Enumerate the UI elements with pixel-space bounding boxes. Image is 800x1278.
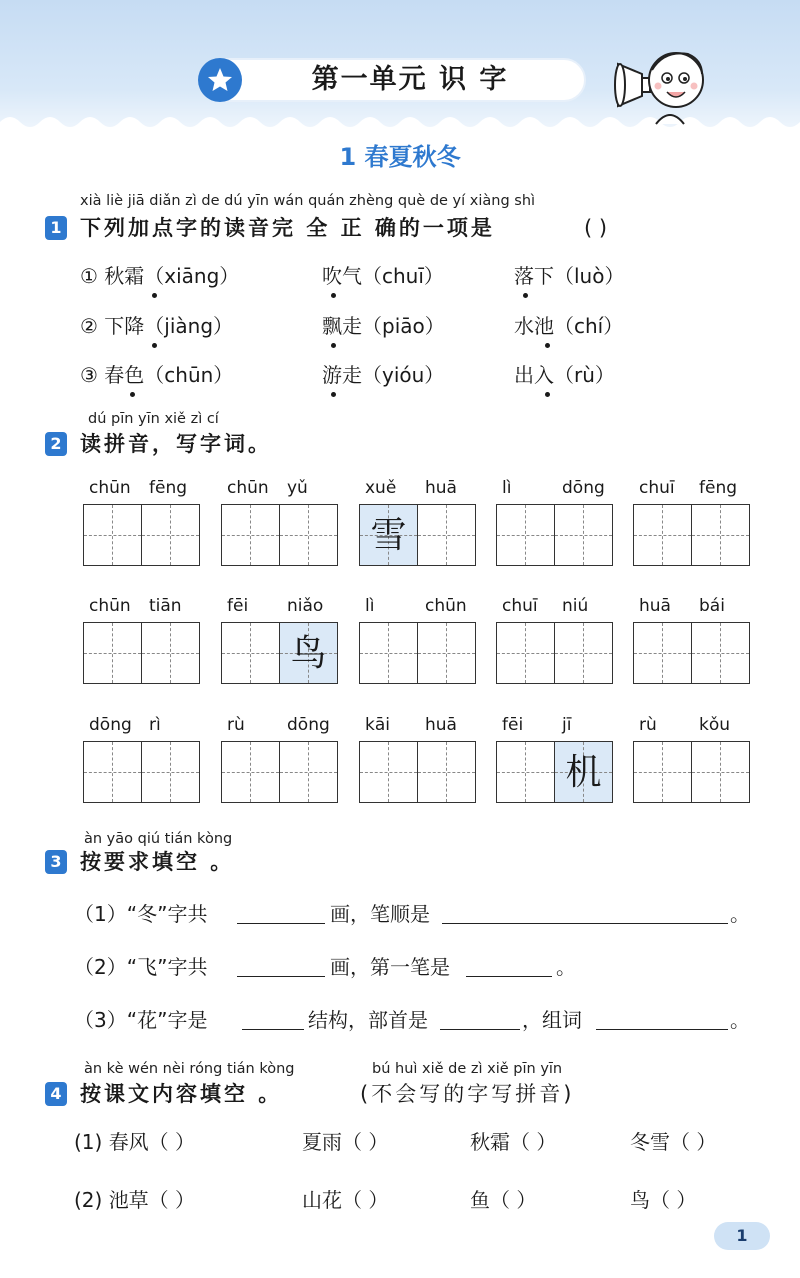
tianzige-box[interactable] bbox=[633, 622, 692, 684]
q3-item-3-part-b: 结构，部首是 bbox=[308, 1008, 428, 1032]
q3-item-3-end: 。 bbox=[730, 1008, 750, 1032]
grid-character bbox=[634, 623, 691, 683]
q3-item-1-part-a: （1）“冬”字共 bbox=[74, 902, 208, 926]
q4-row-1-item-2[interactable]: 夏雨（ ） bbox=[302, 1130, 389, 1154]
q4-pinyin-1: àn kè wén nèi róng tián kòng bbox=[84, 1061, 295, 1077]
q3-number-badge: 3 bbox=[45, 850, 67, 874]
q4-row-2-item-4[interactable]: 鸟（ ） bbox=[630, 1188, 697, 1212]
grid-character: 雪 bbox=[370, 515, 407, 556]
tianzige-box[interactable] bbox=[691, 622, 750, 684]
tianzige-box[interactable] bbox=[279, 622, 338, 684]
q3-item-1-stroke-order-blank[interactable] bbox=[442, 922, 728, 924]
grid-character bbox=[634, 505, 691, 565]
tianzige-box[interactable] bbox=[141, 741, 200, 803]
q3-item-1-end: 。 bbox=[730, 902, 750, 926]
tianzige-box[interactable] bbox=[359, 622, 418, 684]
q4-row-1-item-3[interactable]: 秋霜（ ） bbox=[470, 1130, 557, 1154]
emphasis-dot bbox=[331, 343, 336, 348]
grid-pinyin-right: tiān bbox=[149, 596, 182, 616]
q3-item-3-structure-blank[interactable] bbox=[242, 1028, 304, 1030]
lesson-title: 1 春夏秋冬 bbox=[339, 143, 461, 171]
tianzige-box[interactable] bbox=[83, 504, 142, 566]
grid-pinyin-left: fēi bbox=[227, 596, 249, 616]
tianzige-box[interactable] bbox=[554, 741, 613, 803]
mascot-megaphone-icon bbox=[612, 44, 712, 134]
tianzige-box[interactable] bbox=[691, 504, 750, 566]
tianzige-box[interactable] bbox=[417, 504, 476, 566]
grid-pinyin-left: chuī bbox=[502, 596, 538, 616]
q3-item-2-part-a: （2）“飞”字共 bbox=[74, 955, 208, 979]
grid-pinyin-right: niǎo bbox=[287, 596, 324, 616]
grid-pinyin-left: lì bbox=[365, 596, 375, 616]
page-number: 1 bbox=[714, 1222, 770, 1250]
grid-pinyin-right: dōng bbox=[287, 715, 330, 735]
grid-character bbox=[692, 742, 749, 802]
q1-answer-paren: ( ) bbox=[584, 216, 608, 240]
grid-character bbox=[418, 742, 475, 802]
grid-pinyin-right: kǒu bbox=[699, 715, 731, 735]
q1-option-1b: 吹气（chuī） bbox=[322, 264, 444, 288]
tianzige-box[interactable] bbox=[554, 504, 613, 566]
tianzige-box[interactable] bbox=[221, 504, 280, 566]
q1-option-3c: 出入（rù） bbox=[514, 363, 615, 387]
grid-pinyin-left: chuī bbox=[639, 478, 675, 498]
grid-pinyin-right: fēng bbox=[699, 478, 738, 498]
grid-character bbox=[280, 742, 337, 802]
grid-character bbox=[222, 623, 279, 683]
grid-character: 鸟 bbox=[290, 633, 327, 674]
q1-option-2c: 水池（chí） bbox=[514, 314, 624, 338]
grid-character bbox=[142, 505, 199, 565]
q3-item-1-part-b: 画，笔顺是 bbox=[330, 902, 430, 926]
q1-option-1c: 落下（luò） bbox=[514, 264, 625, 288]
grid-character: 机 bbox=[565, 752, 602, 793]
emphasis-dot bbox=[523, 293, 528, 298]
q4-row-2-item-3[interactable]: 鱼（ ） bbox=[470, 1188, 537, 1212]
grid-character bbox=[418, 623, 475, 683]
emphasis-dot bbox=[152, 343, 157, 348]
grid-pinyin-left: chūn bbox=[89, 596, 131, 616]
q2-number-badge: 2 bbox=[45, 432, 67, 456]
q4-row-1-item-1[interactable]: (1) 春风（ ） bbox=[74, 1130, 196, 1154]
tianzige-box[interactable] bbox=[141, 504, 200, 566]
q3-item-2-part-b: 画，第一笔是 bbox=[330, 955, 450, 979]
star-icon bbox=[198, 58, 242, 102]
q1-option-3b: 游走（yióu） bbox=[322, 363, 445, 387]
q3-item-3-part-a: （3）“花”字是 bbox=[74, 1008, 208, 1032]
grid-character bbox=[555, 623, 612, 683]
tianzige-box[interactable] bbox=[141, 622, 200, 684]
grid-pinyin-right: rì bbox=[149, 715, 161, 735]
tianzige-box[interactable] bbox=[83, 622, 142, 684]
q4-row-2-item-2[interactable]: 山花（ ） bbox=[302, 1188, 389, 1212]
q3-item-2-stroke-count-blank[interactable] bbox=[237, 975, 325, 977]
tianzige-box[interactable] bbox=[359, 504, 418, 566]
grid-pinyin-right: yǔ bbox=[287, 478, 308, 498]
tianzige-box[interactable] bbox=[633, 504, 692, 566]
grid-character bbox=[84, 505, 141, 565]
q3-item-2-first-stroke-blank[interactable] bbox=[466, 975, 552, 977]
grid-character bbox=[497, 505, 554, 565]
q2-prompt: 读拼音，写字词。 bbox=[80, 432, 272, 456]
tianzige-box[interactable] bbox=[221, 741, 280, 803]
grid-pinyin-right: niú bbox=[562, 596, 589, 616]
grid-pinyin-right: fēng bbox=[149, 478, 188, 498]
grid-character bbox=[692, 623, 749, 683]
q4-row-2-item-1[interactable]: (2) 池草（ ） bbox=[74, 1188, 196, 1212]
q3-item-3-radical-blank[interactable] bbox=[440, 1028, 520, 1030]
grid-pinyin-left: kāi bbox=[365, 715, 390, 735]
grid-character bbox=[497, 742, 554, 802]
grid-character bbox=[222, 505, 279, 565]
grid-character bbox=[497, 623, 554, 683]
grid-pinyin-left: rù bbox=[227, 715, 245, 735]
grid-pinyin-right: chūn bbox=[425, 596, 467, 616]
unit-title: 第一单元 识 字 bbox=[311, 64, 509, 95]
grid-character bbox=[360, 742, 417, 802]
tianzige-box[interactable] bbox=[496, 622, 555, 684]
q1-option-2a: ② 下降（jiàng） bbox=[80, 314, 234, 338]
q1-prompt: 下列加点字的读音完 全 正 确的一项是 bbox=[80, 216, 495, 240]
tianzige-box[interactable] bbox=[417, 741, 476, 803]
q1-option-1a: ① 秋霜（xiāng） bbox=[80, 264, 240, 288]
tianzige-box[interactable] bbox=[633, 741, 692, 803]
tianzige-box[interactable] bbox=[496, 741, 555, 803]
grid-character bbox=[555, 505, 612, 565]
tianzige-box[interactable] bbox=[279, 741, 338, 803]
emphasis-dot bbox=[331, 392, 336, 397]
grid-pinyin-left: chūn bbox=[227, 478, 269, 498]
emphasis-dot bbox=[152, 293, 157, 298]
q3-pinyin: àn yāo qiú tián kòng bbox=[84, 831, 233, 847]
grid-pinyin-right: bái bbox=[699, 596, 725, 616]
q3-item-3-part-c: ，组词 bbox=[522, 1008, 582, 1032]
q2-pinyin: dú pīn yīn xiě zì cí bbox=[88, 411, 219, 427]
grid-pinyin-left: xuě bbox=[365, 478, 397, 498]
grid-pinyin-left: chūn bbox=[89, 478, 131, 498]
emphasis-dot bbox=[130, 392, 135, 397]
tianzige-box[interactable] bbox=[496, 504, 555, 566]
q1-pinyin: xià liè jiā diǎn zì de dú yīn wán quán zhèng què de yí xiàng shì bbox=[80, 193, 536, 209]
grid-pinyin-right: huā bbox=[425, 715, 457, 735]
grid-pinyin-left: rù bbox=[639, 715, 657, 735]
grid-character bbox=[84, 742, 141, 802]
q4-pinyin-2: bú huì xiě de zì xiě pīn yīn bbox=[372, 1061, 563, 1077]
emphasis-dot bbox=[331, 293, 336, 298]
tianzige-box[interactable] bbox=[359, 741, 418, 803]
q1-number-badge: 1 bbox=[45, 216, 67, 240]
grid-character bbox=[418, 505, 475, 565]
q4-note: (不会写的字写拼音) bbox=[360, 1082, 575, 1106]
q4-prompt: 按课文内容填空 。 bbox=[80, 1082, 283, 1106]
q1-option-2b: 飘走（piāo） bbox=[322, 314, 445, 338]
grid-character bbox=[360, 623, 417, 683]
grid-pinyin-left: huā bbox=[639, 596, 671, 616]
tianzige-box[interactable] bbox=[554, 622, 613, 684]
tianzige-box[interactable] bbox=[279, 504, 338, 566]
grid-pinyin-left: lì bbox=[502, 478, 512, 498]
grid-pinyin-right: jī bbox=[562, 715, 572, 735]
q3-prompt: 按要求填空 。 bbox=[80, 850, 235, 874]
q4-number-badge: 4 bbox=[45, 1082, 67, 1106]
q4-row-1-item-4[interactable]: 冬雪（ ） bbox=[630, 1130, 717, 1154]
grid-character bbox=[692, 505, 749, 565]
grid-character bbox=[84, 623, 141, 683]
grid-pinyin-right: dōng bbox=[562, 478, 605, 498]
emphasis-dot bbox=[545, 392, 550, 397]
tianzige-box[interactable] bbox=[221, 622, 280, 684]
q1-option-3a: ③ 春色（chūn） bbox=[80, 363, 234, 387]
emphasis-dot bbox=[545, 343, 550, 348]
tianzige-box[interactable] bbox=[83, 741, 142, 803]
grid-pinyin-left: fēi bbox=[502, 715, 524, 735]
grid-character bbox=[142, 623, 199, 683]
tianzige-box[interactable] bbox=[691, 741, 750, 803]
grid-character bbox=[634, 742, 691, 802]
tianzige-box[interactable] bbox=[417, 622, 476, 684]
q3-item-3-word-blank[interactable] bbox=[596, 1028, 728, 1030]
grid-character bbox=[222, 742, 279, 802]
grid-character bbox=[142, 742, 199, 802]
grid-pinyin-left: dōng bbox=[89, 715, 132, 735]
q3-item-1-stroke-count-blank[interactable] bbox=[237, 922, 325, 924]
grid-pinyin-right: huā bbox=[425, 478, 457, 498]
grid-character bbox=[280, 505, 337, 565]
q3-item-2-end: 。 bbox=[556, 955, 576, 979]
